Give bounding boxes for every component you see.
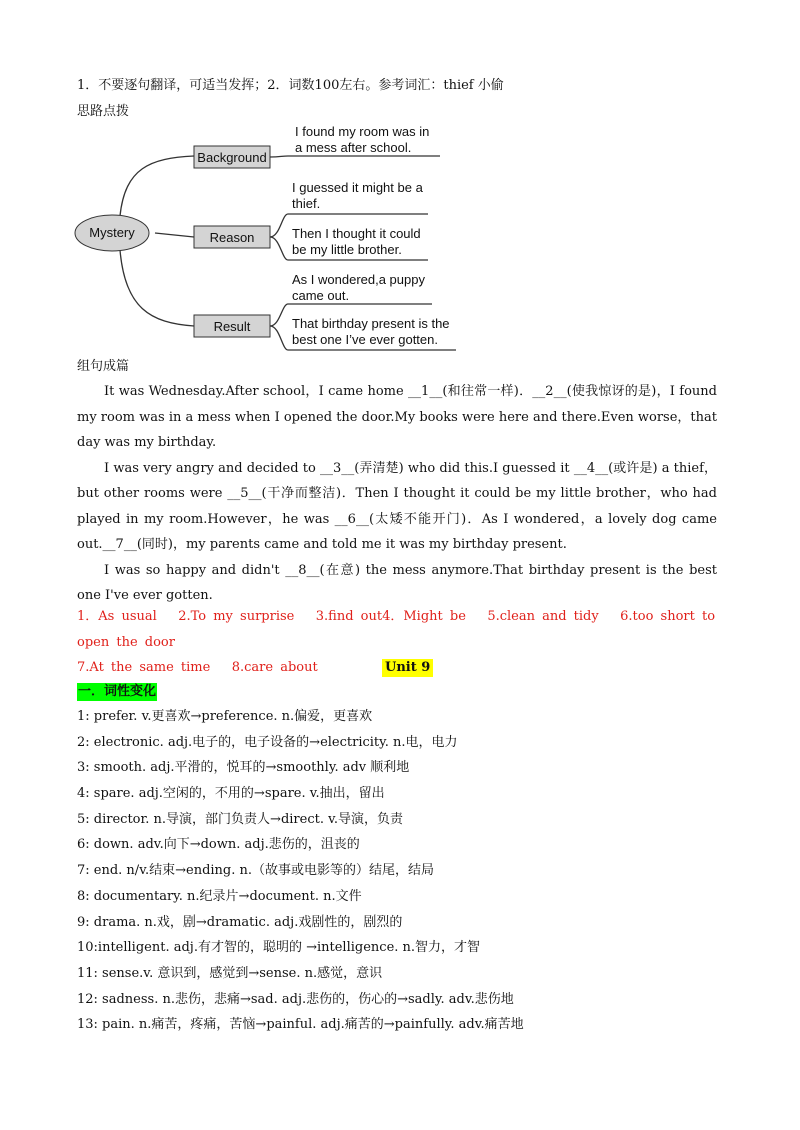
connector-reason: [155, 233, 194, 237]
vocab-list: [77, 708, 524, 1042]
reason-label: Reason: [209, 230, 255, 245]
vocab-item: 6: down. adv.向下→down. adj.悲伤的，沮丧的: [77, 837, 360, 853]
hint-heading: 思路点拨: [77, 104, 130, 119]
vocab-item: 11: sense.v. 意识到，感觉到→sense. n.感觉，意识: [77, 965, 383, 981]
unit-title: Unit 9: [382, 659, 433, 677]
connector-result: [120, 250, 194, 326]
result-line-4: best one I’ve ever gotten.: [292, 332, 438, 347]
answer-8: 8.care about: [231, 660, 318, 675]
vocab-item: 10:intelligent. adj.有才智的，聪明的 →intelligence. n.智力，才智: [77, 940, 481, 956]
vocab-item: 5: director. n.导演，部门负责人→direct. v.导演，负责: [77, 811, 404, 827]
result-label: Result: [213, 319, 251, 334]
connector-background: [120, 156, 194, 216]
background-line-2: a mess after school.: [295, 140, 412, 155]
answer-1: 1．As usual: [77, 609, 157, 624]
vocab-item: 3: smooth. adj.平滑的，悦耳的→smoothly. adv 顺利地: [77, 760, 410, 776]
reason-line-3: Then I thought it could: [292, 226, 421, 241]
background-line-1: I found my room was in: [295, 124, 430, 139]
result-line-2: came out.: [292, 288, 350, 303]
answer-3: 3.find out: [315, 609, 383, 624]
background-label: Background: [197, 150, 267, 165]
vocab-item: 12: sadness. n.悲伤，悲痛→sad. adj.悲伤的，伤心的→sadly. adv.悲伤地: [77, 991, 514, 1007]
passage-paragraph-2: I was very angry and decided to __3__(弄清楚) who did this.I guessed it __4__(或许是) a thief，but other rooms were __5__(干净而整洁)．Then I thought it could be my little brother，who had played in my room.However，he was __6__(太矮不能开门)．As I wondered，a lovely dog came out.__7__(同时)，my parents came and told me it was my birthday present.: [77, 460, 717, 552]
vocab-item: 1: prefer. v.更喜欢→preference. n.偏爱，更喜欢: [77, 709, 373, 724]
section-title: 一．词性变化: [78, 684, 157, 699]
passage-paragraph-3: I was so happy and didn't __8__(在意) the mess anymore.That birthday present is the best one I've ever gotten.: [77, 562, 717, 603]
result-line-3: That birthday present is the: [292, 316, 450, 331]
compose-heading: 组句成篇: [77, 359, 130, 374]
reason-line-2: thief.: [292, 196, 321, 211]
reason-line-1: I guessed it might be a: [292, 180, 423, 195]
mind-map: [70, 118, 470, 358]
vocab-item: 8: documentary. n.纪录片→document. n.文件: [77, 888, 362, 904]
mystery-label: Mystery: [89, 225, 135, 240]
reason-line-4: be my little brother.: [292, 242, 402, 257]
vocab-item: 2: electronic. adj.电子的，电子设备的→electricity. n.电，电力: [77, 734, 458, 750]
answer-6: 6.too short to open the door: [77, 609, 716, 650]
vocab-item: 9: drama. n.戏，剧→dramatic. adj.戏剧性的，剧烈的: [77, 914, 403, 930]
answer-4: 4．Might be: [382, 609, 466, 624]
vocab-item: 7: end. n/v.结束→ending. n.（故事或电影等的）结尾，结局: [77, 863, 435, 879]
vocab-item: 13: pain. n.痛苦，疼痛，苦恼→painful. adj.痛苦的→painfully. adv.痛苦地: [77, 1017, 524, 1033]
writing-requirements: 1．不要逐句翻译，可适当发挥；2．词数100左右。参考词汇：thief 小偷: [77, 78, 504, 93]
passage-paragraph-1: It was Wednesday.After school，I came home __1__(和往常一样)．__2__(使我惊讶的是)，I found my room was in a mess when I opened the door.My books were here and there.Even worse，that day was my birthday.: [77, 384, 717, 450]
answer-2: 2.To my surprise: [178, 609, 295, 624]
passage: [77, 379, 717, 609]
vocab-item: 4: spare. adj.空闲的，不用的→spare. v.抽出，留出: [77, 786, 385, 802]
answer-5: 5.clean and tidy: [487, 609, 599, 624]
answer-7: 7.At the same time: [77, 660, 211, 675]
result-line-1: As I wondered,a puppy: [292, 272, 425, 287]
